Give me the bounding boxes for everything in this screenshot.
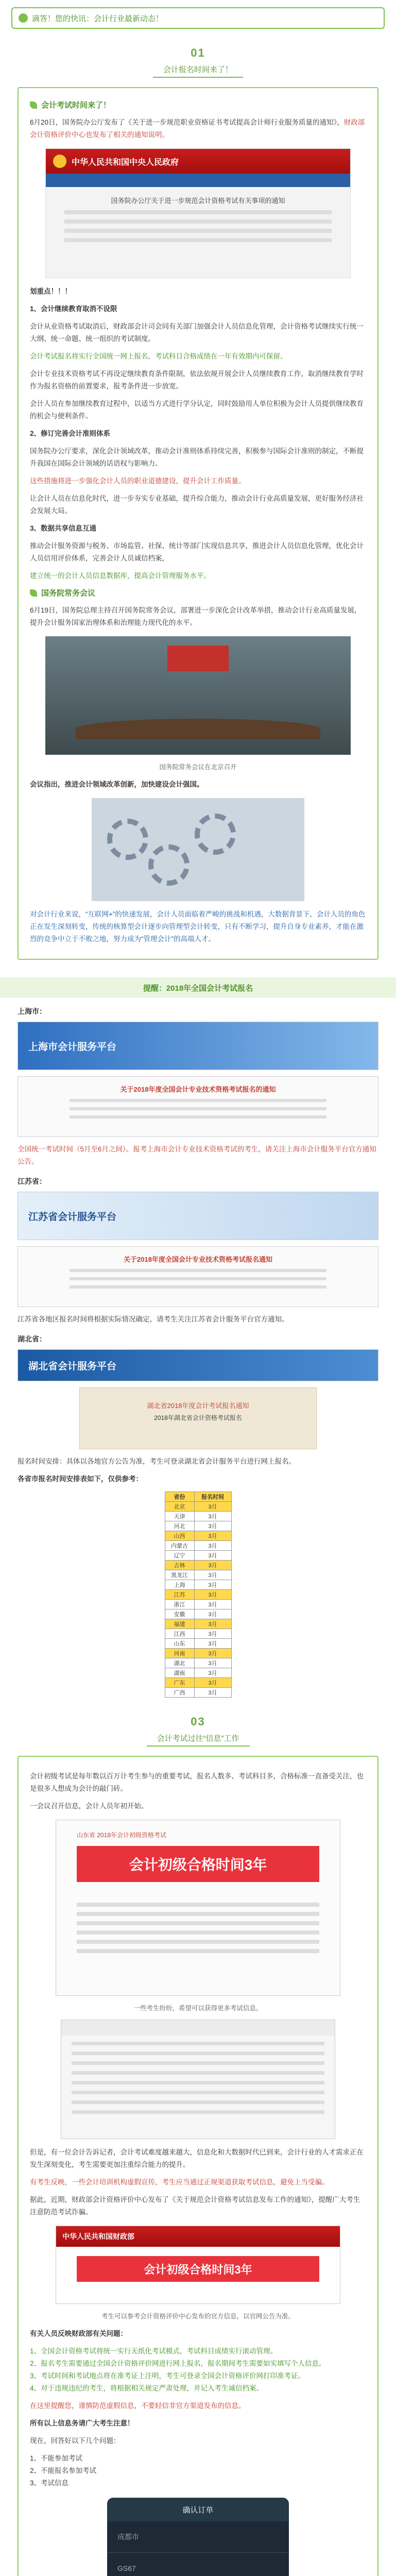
- leaf-icon: [30, 101, 37, 109]
- s3-list: [30, 2345, 366, 2395]
- table-cell: 3月: [194, 1600, 231, 1609]
- gov-site-body-title: 国务院办公厅关于进一步规范会计资格考试有关事项的通知: [111, 197, 285, 205]
- shanghai-site-screenshot: [18, 1022, 378, 1070]
- table-cell: 江苏: [165, 1590, 194, 1600]
- phone-screenshot: [107, 2498, 289, 2576]
- national-emblem-icon: [53, 155, 66, 168]
- table-row: [165, 1512, 231, 1521]
- s3-para1: 会计初级考试是每年数以百万计考生参与的重要考试，报名人数多、考试科目多，合格标准一直备受关注，也是很多人想成为会计的敲门砖。: [30, 1772, 364, 1792]
- section1-subhead2: [30, 587, 366, 598]
- s3-para2: 一会议召开信息，会计人员年初开始。: [30, 1802, 148, 1810]
- section3-number: 03: [191, 1715, 205, 1728]
- section1-number: 01: [191, 46, 205, 59]
- table-row: [165, 1609, 231, 1619]
- table-cell: 山东: [165, 1639, 194, 1649]
- point2-title: 2、修订完善会计准则体系: [30, 430, 111, 437]
- section3-card: [18, 1756, 378, 2576]
- table-intro: 各省市报名时间安排表如下，仅供参考：: [18, 1475, 143, 1483]
- hubei-site-name: 湖北省会计服务平台: [28, 1361, 117, 1372]
- jiangsu-notice: [18, 1246, 378, 1307]
- table-cell: 辽宁: [165, 1551, 194, 1561]
- table-cell: 3月: [194, 1541, 231, 1551]
- top-bar-text: 滴答！您的快讯：会计行业最新动态！: [32, 14, 164, 23]
- table-cell: 3月: [194, 1531, 231, 1541]
- s3-caption1: 一些考生纷纷，希望可以获得更多考试信息。: [133, 2005, 263, 2012]
- jiangsu-site-screenshot: [18, 1192, 378, 1240]
- table-row: [165, 1678, 231, 1688]
- shanghai-label: 上海市：: [18, 1007, 46, 1015]
- gears-image: [92, 798, 304, 901]
- jiangsu-notice-title: 关于2018年度全国会计专业技术资格考试报名通知: [124, 1256, 272, 1263]
- table-cell: 3月: [194, 1561, 231, 1570]
- mof-site-badge: 会计初级合格时间3年: [77, 2256, 319, 2282]
- s3-para4: 有考生反映，一些会计培训机构虚假宣传，考生应当通过正规渠道获取考试信息，避免上当受骗。: [30, 2178, 329, 2186]
- point2-b: 这些措施将进一步强化会计人员的职业道德建设，提升会计工作质量。: [30, 477, 246, 485]
- meeting-screen: [167, 646, 229, 671]
- table-cell: 内蒙古: [165, 1541, 194, 1551]
- table-row: [165, 1521, 231, 1531]
- table-row: [165, 1619, 231, 1629]
- gov-site-nav: [46, 174, 350, 187]
- leaf-icon: [30, 589, 37, 597]
- table-cell: 3月: [194, 1649, 231, 1658]
- table-cell: 3月: [194, 1521, 231, 1531]
- table-cell: 3月: [194, 1580, 231, 1590]
- point1-a: 会计从业资格考试取消后，财政部会计司会同有关部门加强会计人员信息化管理，会计资格考试继续实行统一大纲、统一命题、统一组织的考试制度。: [30, 323, 364, 343]
- list-item: 3、考试时间和考试地点将在准考证上注明，考生可登录全国会计资格评价网打印准考证。: [30, 2372, 305, 2380]
- table-row: [165, 1629, 231, 1639]
- list-item: 1、不能参加考试: [30, 2454, 83, 2462]
- table-cell: 河南: [165, 1649, 194, 1658]
- table-cell: 湖北: [165, 1658, 194, 1668]
- forum-screenshot: [61, 2020, 335, 2139]
- list-item: 4、对于违规违纪的考生，将根据相关规定严肃处理，并记入考生诚信档案。: [30, 2384, 264, 2392]
- table-cell: 3月: [194, 1570, 231, 1580]
- section1-card: [18, 87, 378, 960]
- meeting-table: [76, 719, 320, 739]
- region-shanghai: [18, 1006, 378, 1168]
- table-cell: 安徽: [165, 1609, 194, 1619]
- table-cell: 广东: [165, 1678, 194, 1688]
- phone-row: 成都市: [107, 2521, 289, 2553]
- gov-site-body: [46, 187, 350, 256]
- point1-d: 会计人员在参加继续教育过程中，以适当方式进行学分认定，同时鼓励用人单位积极为会计人员提供继续教育的机会与便利条件。: [30, 400, 364, 420]
- hubei-notice: [79, 1387, 317, 1449]
- table-cell: 3月: [194, 1629, 231, 1639]
- section3-header: [0, 1715, 396, 1747]
- point3-title: 3、数据共享信息互通: [30, 524, 97, 532]
- table-cell: 3月: [194, 1609, 231, 1619]
- table-cell: 福建: [165, 1619, 194, 1629]
- gear-icon: [195, 814, 236, 855]
- meeting-quote: 会议指出，推进会计领域改革创新，加快建设会计强国。: [30, 781, 204, 788]
- table-cell: 3月: [194, 1668, 231, 1678]
- region-jiangsu: [18, 1176, 378, 1326]
- jiangsu-text: 江苏省各地区报名时间将根据实际情况确定，请考生关注江苏省会计服务平台官方通知。: [18, 1315, 289, 1323]
- top-bar: [11, 7, 385, 29]
- s3-para9: 现在，回答好以下几个问题：: [30, 2437, 120, 2445]
- phone-title: 确认订单: [107, 2498, 289, 2521]
- subhead1-text: 会计考试时间来了！: [41, 101, 111, 110]
- point1-title: 1、会计继续教育取消不设限: [30, 305, 117, 313]
- table-cell: 3月: [194, 1619, 231, 1629]
- s3-para8: 所有以上信息务请广大考生注意！: [30, 2419, 134, 2427]
- list-item: 1、全国会计资格考试将统一实行无纸化考试模式，考试科目成绩实行滚动管理。: [30, 2347, 278, 2355]
- table-row: [165, 1639, 231, 1649]
- s3-caption2: 考生可以参考会计资格评价中心发布的官方信息，以官网公告为准。: [101, 2313, 295, 2320]
- bell-icon: [19, 13, 28, 23]
- table-row: [165, 1531, 231, 1541]
- mof-site-screenshot: [56, 2226, 340, 2304]
- hubei-site-screenshot: [18, 1349, 378, 1381]
- table-cell: 上海: [165, 1580, 194, 1590]
- hubei-notice-title: 湖北省2018年度会计考试报名通知: [147, 1402, 249, 1410]
- jiangsu-label: 江苏省：: [18, 1177, 46, 1185]
- s3-para3: 但是，有一位会计告诉记者，会计考试难度越来越大，信息化和大数据时代已到来，会计行业的人才需求正在发生深刻变化，考生需要更加注重综合能力的提升。: [30, 2148, 364, 2168]
- point2-c: 让会计人员在信息化时代，进一步夯实专业基础，提升综合能力，推动会计行业高质量发展，更好服务经济社会发展大局。: [30, 495, 364, 515]
- section1-title: 会计报名时间来了！: [153, 62, 243, 78]
- point3-b: 建立统一的会计人员信息数据库，提高会计管理服务水平。: [30, 572, 211, 580]
- table-cell: 山西: [165, 1531, 194, 1541]
- table-row: [165, 1668, 231, 1678]
- point3-a: 推动会计服务资源与税务、市场监管、社保、统计等部门实现信息共享，推进会计人员信息化管理，优化会计人员信用评价体系，完善会计人员诚信档案，: [30, 542, 364, 562]
- table-cell: 3月: [194, 1551, 231, 1561]
- table-row: [165, 1658, 231, 1668]
- section1-header: [0, 46, 396, 78]
- phone-row: GS67: [107, 2553, 289, 2576]
- hubei-notice-subtitle: 2018年湖北省会计资格考试报名: [154, 1414, 242, 1421]
- exam-news-small: 山东省 2018年会计初级资格考试: [77, 1832, 167, 1839]
- region-hubei: [18, 1334, 378, 1698]
- table-cell: 黑龙江: [165, 1570, 194, 1580]
- table-row: [165, 1580, 231, 1590]
- section3-title: 会计考试过往“信息”工作: [147, 1731, 250, 1747]
- shanghai-notice-title: 关于2018年度全国会计专业技术资格考试报名的通知: [120, 1086, 276, 1093]
- shanghai-notice: [18, 1076, 378, 1137]
- table-cell: 江西: [165, 1629, 194, 1639]
- mof-site-name: 中华人民共和国财政部: [56, 2226, 340, 2247]
- hubei-text: 报名时间安排：具体以各地官方公告为准，考生可登录湖北省会计服务平台进行网上报名。: [18, 1458, 296, 1465]
- exam-news-badge: 会计初级合格时间3年: [77, 1846, 319, 1882]
- table-cell: 3月: [194, 1688, 231, 1698]
- s3-para5: 据此，近期，财政部会计资格评价中心发布了《关于规范会计资格考试信息发布工作的通知》，提醒广大考生注意防范考试诈骗。: [30, 2196, 360, 2216]
- table-cell: 3月: [194, 1658, 231, 1668]
- s3-para6: 有关人员反映财政部有关问题：: [30, 2330, 127, 2337]
- s3-para7: 在这里提醒您，谨慎防范虚假信息，不要轻信非官方渠道发布的信息。: [30, 2402, 246, 2410]
- subhead2-text: 国务院常务会议: [41, 589, 96, 598]
- registration-date-table: [165, 1492, 232, 1698]
- table-cell: 天津: [165, 1512, 194, 1521]
- table-cell: 3月: [194, 1502, 231, 1512]
- table-cell: 浙江: [165, 1600, 194, 1609]
- table-cell: 河北: [165, 1521, 194, 1531]
- meeting-caption: 国务院常务会议在北京召开: [159, 764, 237, 771]
- section2-banner: [0, 977, 396, 998]
- gov-site-header: [46, 149, 350, 174]
- gov-site-name: 中华人民共和国中央人民政府: [72, 158, 179, 167]
- table-row: [165, 1570, 231, 1580]
- section2-banner-text: 提醒：2018年全国会计考试报名: [143, 984, 253, 993]
- table-row: [165, 1541, 231, 1551]
- point2-a: 国务院办公厅要求，深化会计领域改革，推动会计准则体系持续完善，积极参与国际会计准则的制定，不断提升我国在国际会计领域的话语权与影响力。: [30, 447, 364, 467]
- list-item: 2、不能报名参加考试: [30, 2467, 97, 2475]
- table-cell: 3月: [194, 1590, 231, 1600]
- table-row: [165, 1551, 231, 1561]
- shanghai-text: 全国统一考试时间（5月至6月之间）。报考上海市会计专业技术资格考试的考生，请关注上海市会计服务平台官方通知公告。: [18, 1145, 376, 1165]
- table-row: [165, 1502, 231, 1512]
- list-item: 2、报名考生需要通过全国会计资格评价网进行网上报名，报名期间考生需要如实填写个人信息。: [30, 2360, 326, 2367]
- table-row: [165, 1590, 231, 1600]
- table-cell: 3月: [194, 1678, 231, 1688]
- table-row: [165, 1649, 231, 1658]
- hubei-label: 湖北省：: [18, 1335, 46, 1343]
- exam-news-screenshot: [56, 1820, 340, 1996]
- meeting-para: 6月19日，国务院总理主持召开国务院常务会议，部署进一步深化会计改革举措，推动会计行业高质量发展，提升会计服务国家治理体系和治理能力现代化的水平。: [30, 606, 361, 626]
- table-header-cell: 报名时间: [194, 1492, 231, 1502]
- table-cell: 吉林: [165, 1561, 194, 1570]
- gov-site-screenshot: [45, 148, 351, 278]
- table-cell: 湖南: [165, 1668, 194, 1678]
- intro-text: 划重点！！！: [30, 287, 72, 295]
- jiangsu-site-name: 江苏省会计服务平台: [28, 1211, 117, 1223]
- table-cell: 北京: [165, 1502, 194, 1512]
- meeting-photo: [45, 636, 351, 755]
- point1-b: 会计考试报名将实行全国统一网上报名，考试科目合格成绩在一年有效期内可保留。: [30, 352, 287, 360]
- section1-subhead1: [30, 99, 366, 110]
- gear-icon: [148, 844, 190, 886]
- table-row: [165, 1561, 231, 1570]
- gear-icon: [107, 819, 148, 860]
- point1-c: 会计专业技术资格考试不再设定继续教育条件限制，依法依规开展会计人员继续教育工作，取消继续教育学时作为报名资格的前置要求，报考条件进一步放宽。: [30, 370, 364, 390]
- table-row: [165, 1600, 231, 1609]
- table-cell: 3月: [194, 1512, 231, 1521]
- section1-para1: 6月20日，国务院办公厅发布了《关于进一步规范职业资格证书考试提高会计师行业服务质量的通知》，财政部会计资格评价中心也发布了相关的通知说明。: [30, 118, 365, 139]
- table-cell: 3月: [194, 1639, 231, 1649]
- shanghai-site-name: 上海市会计服务平台: [28, 1041, 117, 1053]
- table-cell: 广西: [165, 1688, 194, 1698]
- table-header-cell: 省份: [165, 1492, 194, 1502]
- conclusion-para: 对会计行业来说，“互联网+”的快速发展，会计人员面临着严峻的挑战和机遇，大数据背景下，会计人员的角色正在发生深刻转变，传统的核算型会计逐步向管理型会计转变，只有不断学习，提升自身专业素养，才能在激烈的竞争中立于不败之地，努力成为“管理会计”的高端人才。: [30, 910, 366, 943]
- question-list: [30, 2452, 366, 2489]
- list-item: 3、考试信息: [30, 2479, 69, 2487]
- table-row: [165, 1688, 231, 1698]
